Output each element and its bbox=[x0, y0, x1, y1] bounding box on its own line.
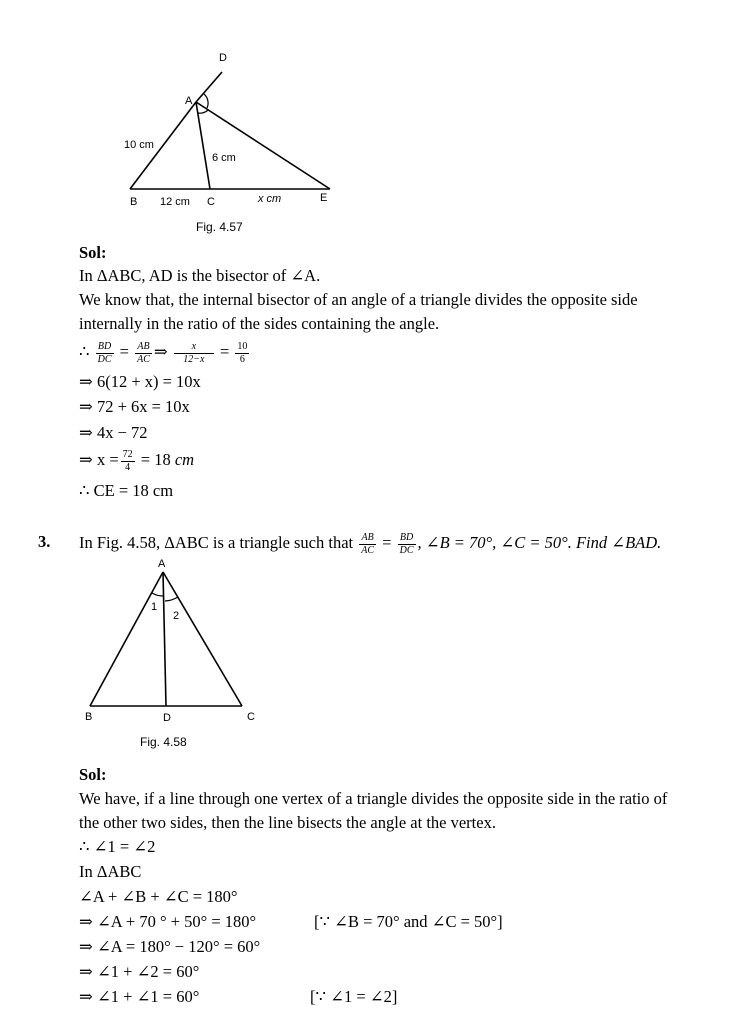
label-angle-1: 1 bbox=[151, 601, 158, 613]
sol-line: In ΔABC bbox=[79, 862, 142, 881]
label-e: E bbox=[320, 192, 328, 204]
equals-sign: = bbox=[119, 342, 129, 361]
angle-arc-cae bbox=[198, 110, 208, 113]
fraction-x: $\frac{x}{12-x}$ bbox=[174, 341, 214, 366]
label-bc-length: 12 cm bbox=[160, 196, 190, 208]
side-ab bbox=[90, 572, 163, 706]
step: ⇒ 72 + 6x = 10x bbox=[79, 397, 190, 416]
fraction-ab-ac: $\frac{AB}{AC}$ bbox=[361, 531, 375, 556]
fraction-72-4: $\frac{72}{4}$ bbox=[122, 448, 133, 473]
sol-line: internally in the ratio of the sides containing the angle. bbox=[79, 314, 440, 333]
ratio-equation bbox=[79, 336, 251, 368]
implies-sign: ⇒ bbox=[153, 342, 168, 361]
therefore-symbol: ∴ bbox=[79, 342, 90, 361]
step: ⇒ ∠1 + ∠2 = 60° bbox=[79, 962, 200, 981]
equals-sign: = bbox=[382, 533, 392, 552]
question-number: 3. bbox=[38, 532, 51, 551]
label-a: A bbox=[185, 95, 193, 107]
step: ⇒ ∠1 + ∠1 = 60° bbox=[79, 987, 200, 1006]
step: ⇒ ∠A + 70 ° + 50° = 180° bbox=[79, 912, 257, 931]
label-angle-2: 2 bbox=[173, 610, 180, 622]
fraction-ab-ac: $\frac{AB}{AC}$ bbox=[137, 340, 150, 365]
unit-cm: cm bbox=[174, 450, 195, 469]
step-reason: [∵ ∠1 = ∠2] bbox=[310, 987, 398, 1006]
step-x-value bbox=[79, 444, 194, 476]
conclusion: ∴ CE = 18 cm bbox=[79, 481, 174, 500]
figure-4-58 bbox=[0, 560, 743, 760]
figure-4-57 bbox=[0, 0, 743, 240]
label-b: B bbox=[130, 196, 138, 208]
sol-line: We have, if a line through one vertex of a triangle divides the opposite side in the ratio of bbox=[79, 789, 668, 808]
step-text: ⇒ x = bbox=[79, 450, 119, 469]
label-a: A bbox=[158, 558, 166, 570]
question-text-start: In Fig. 4.58, ΔABC is a triangle such that bbox=[79, 533, 354, 552]
question-text bbox=[79, 525, 661, 561]
figure-caption: Fig. 4.58 bbox=[140, 735, 187, 749]
equals-sign: = bbox=[219, 342, 230, 361]
sol-line: ∠A + ∠B + ∠C = 180° bbox=[79, 887, 238, 906]
step: ⇒ 6(12 + x) = 10x bbox=[79, 372, 201, 391]
question-text-end: , ∠B = 70°, ∠C = 50°. Find ∠BAD. bbox=[417, 533, 662, 552]
step-text: = 18 bbox=[140, 450, 171, 469]
sol-line: the other two sides, then the line bisects the angle at the vertex. bbox=[79, 813, 496, 832]
label-c: C bbox=[207, 196, 215, 208]
label-d: D bbox=[219, 52, 227, 64]
sol-line: In ΔABC, AD is the bisector of ∠A. bbox=[79, 266, 321, 285]
fraction-10-6: $\frac{10}{6}$ bbox=[237, 340, 248, 365]
label-b: B bbox=[85, 711, 93, 723]
label-ac-length: 6 cm bbox=[212, 152, 236, 164]
figure-caption: Fig. 4.57 bbox=[196, 220, 243, 234]
label-c: C bbox=[247, 711, 255, 723]
label-ab-length: 10 cm bbox=[124, 139, 154, 151]
segment-ad bbox=[163, 572, 166, 706]
sol-line: We know that, the internal bisector of an angle of a triangle divides the opposite side bbox=[79, 290, 638, 309]
bisector-ac bbox=[196, 102, 210, 189]
side-ae bbox=[196, 102, 330, 189]
step: ⇒ ∠A = 180° − 120° = 60° bbox=[79, 937, 261, 956]
step: ⇒ 4x − 72 bbox=[79, 423, 148, 442]
side-ac bbox=[163, 572, 242, 706]
sol-heading: Sol: bbox=[79, 243, 107, 262]
ray-ad bbox=[196, 72, 222, 102]
sol-heading: Sol: bbox=[79, 765, 107, 784]
fraction-bd-dc: $\frac{BD}{DC}$ bbox=[399, 531, 414, 556]
sol-line: ∴ ∠1 = ∠2 bbox=[79, 837, 156, 856]
fraction-bd-dc: $\frac{BD}{DC}$ bbox=[97, 340, 112, 365]
step-reason: [∵ ∠B = 70° and ∠C = 50°] bbox=[314, 912, 503, 931]
angle-arc-1 bbox=[152, 593, 164, 596]
label-ce-length: x cm bbox=[258, 193, 282, 205]
label-d: D bbox=[163, 712, 171, 724]
angle-arc-dac bbox=[204, 94, 208, 108]
angle-arc-2 bbox=[165, 597, 178, 601]
